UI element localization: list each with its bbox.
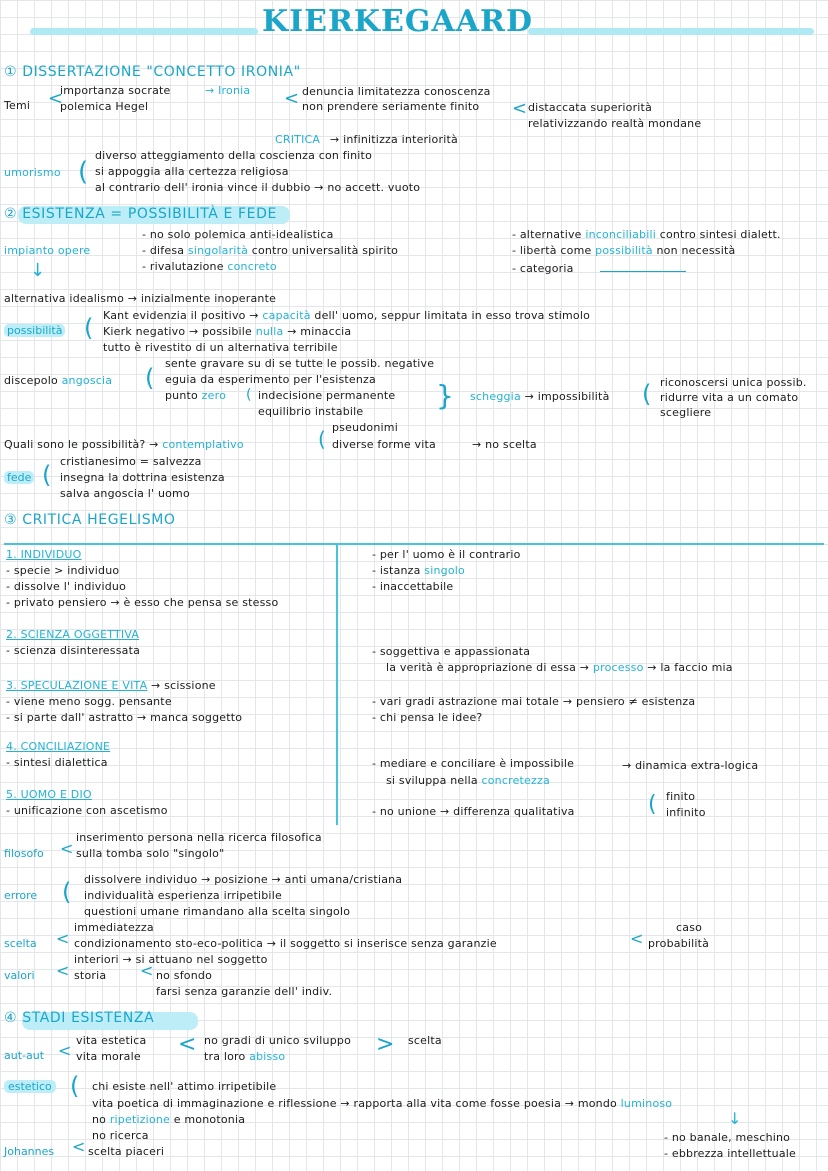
s3-h4r1b: → dinamica extra-logica [622, 759, 759, 772]
filosofo-1: inserimento persona nella ricerca filosofica [76, 831, 322, 844]
contemplativo-brace: ( [318, 427, 326, 451]
section-1-heading: ① DISSERTAZIONE "CONCETTO IRONIA" [4, 64, 301, 80]
fede-1: cristianesimo = salvezza [60, 455, 202, 468]
s3-h1: 1. INDIVIDUO [6, 548, 82, 561]
umorismo-3: al contrario dell' ironia vince il dubbio → no accett. vuoto [95, 181, 421, 194]
impianto-2 [142, 244, 398, 257]
estetico-2 [92, 1097, 672, 1110]
aut-brace: < [58, 1041, 72, 1060]
s4-scelta: scelta [408, 1034, 442, 1047]
luminoso-down-arrow: ↓ [728, 1109, 742, 1128]
estetico-2b: luminoso [620, 1097, 673, 1110]
alternative-2 [512, 244, 735, 257]
scelta-1: immediatezza [74, 921, 154, 934]
scelta-s4-brace: > [376, 1032, 395, 1057]
scheggia-b: → impossibilità [520, 390, 610, 403]
s1-line-1b: polemica Hegel [60, 100, 149, 113]
alternative-2b: possibilità [595, 244, 653, 257]
possibilita-2b: nulla [255, 325, 284, 338]
filosofo-2: sulla tomba solo "singolo" [76, 847, 225, 860]
quali-d: → no scelta [472, 438, 537, 451]
discepolo-1: sente gravare su di se tutte le possib. negative [165, 357, 435, 370]
estetico-brace: ( [70, 1072, 80, 1100]
s1-right-2b: distaccata superiorità [528, 101, 653, 114]
s1-critica: CRITICA [275, 133, 321, 146]
s3-h3b: - si parte dall' astratto → manca soggetto [6, 711, 243, 724]
finito: finito [666, 790, 696, 803]
s3-h1r3: - inaccettabile [372, 580, 454, 593]
alternative-3: - categoria [512, 262, 574, 275]
estetico-3a: no [92, 1113, 110, 1126]
umorismo-brace: ( [78, 157, 89, 187]
ric-2: ridurre vita a un comato [660, 391, 799, 404]
s3-h1b: - dissolve l' individuo [6, 580, 127, 593]
gradi-brace: < [178, 1032, 197, 1057]
pseudonimi: pseudonimi [332, 421, 398, 434]
discepolo-3b: zero [201, 389, 227, 402]
possibilita-1b: capacità [262, 309, 311, 322]
section-2-heading: ② ESISTENZA = POSSIBILITÀ E FEDE [4, 206, 277, 222]
errore-brace: ( [62, 878, 72, 906]
johannes-label: Johannes [4, 1145, 55, 1158]
impianto-3b: concreto [227, 260, 277, 273]
estetico-4: no ricerca [92, 1129, 149, 1142]
valori-1: interiori → si attuano nel soggetto [74, 953, 268, 966]
categoria-underline [600, 271, 686, 272]
s3-h3-x: → scissione [147, 679, 216, 692]
s3-h5a: - unificazione con ascetismo [6, 804, 168, 817]
impianto-3a: - rivalutazione [142, 260, 228, 273]
section-3-heading: ③ CRITICA HEGELISMO [4, 512, 176, 528]
possibilita-label: possibilità [4, 324, 65, 337]
discepolo-2: eguia da esperimento per l'esistenza [165, 373, 376, 386]
s3-h4r1: - mediare e conciliare è impossibile [372, 757, 575, 770]
discepolo-3c: indecisione permanente [258, 389, 396, 402]
s3-h3-title: 3. SPECULAZIONE E VITA [6, 679, 148, 692]
scelta-label: scelta [4, 937, 37, 950]
quali-a: Quali sono le possibilità? → [4, 438, 163, 451]
estetico-3b: ripetizione [109, 1113, 171, 1126]
s3-h1a: - specie > individuo [6, 564, 120, 577]
possibilita-2 [103, 325, 351, 338]
s3-h1r1: - per l' uomo è il contrario [372, 548, 521, 561]
quali-possibilita [4, 438, 244, 451]
umorismo-2: si appoggia alla certezza religiosa [95, 165, 289, 178]
impianto-label: impianto opere [4, 244, 91, 257]
s3-h4r2b: concretezza [481, 774, 550, 787]
alternative-1a: - alternative [512, 228, 586, 241]
possibilita-1a: Kant evidenzia il positivo → [103, 309, 263, 322]
s1-arrow-ironia: → Ironia [205, 84, 251, 97]
errore-2: individualità esperienza irripetibile [84, 889, 282, 902]
valori-2b: no sfondo [156, 969, 213, 982]
s1-right-1: denuncia limitatezza conoscenza [302, 85, 491, 98]
infinito: infinito [666, 806, 706, 819]
alternative-1 [512, 228, 781, 241]
filosofo-label: filosofo [4, 847, 44, 860]
fede-3: salva angoscia l' uomo [60, 487, 190, 500]
s3-h3a: - viene meno sogg. pensante [6, 695, 172, 708]
estetico-3c: e monotonia [170, 1113, 246, 1126]
discepolo-label-a: discepolo [4, 374, 62, 387]
possibilita-2c: → minaccia [283, 325, 352, 338]
impianto-2c: contro universalità spirito [248, 244, 399, 257]
filosofo-brace: < [60, 839, 74, 858]
storia-brace: < [140, 961, 154, 980]
temi-brace: < [48, 88, 64, 109]
gradi-1: no gradi di unico sviluppo [204, 1034, 352, 1047]
errore-1: dissolvere individuo → posizione → anti umana/cristiana [84, 873, 403, 886]
s3-h2: 2. SCIENZA OGGETTIVA [6, 628, 140, 641]
section-4-heading: ④ STADI ESISTENZA [4, 1010, 155, 1026]
fede-label: fede [4, 471, 34, 484]
gradi-2b: abisso [249, 1050, 286, 1063]
alternativa-line: alternativa idealismo → inizialmente inoperante [4, 292, 277, 305]
discepolo-3 [165, 389, 226, 402]
ric-brace: ( [642, 380, 652, 408]
s3-h1r2 [372, 564, 465, 577]
s3-h3r2: - chi pensa le idee? [372, 711, 483, 724]
section-3-vline [336, 543, 338, 825]
s3-h5r1: - no unione → differenza qualitativa [372, 805, 575, 818]
s3-h3 [6, 679, 216, 692]
scheggia [470, 390, 610, 403]
impianto-2a: - difesa [142, 244, 188, 257]
caso-brace: < [630, 929, 644, 948]
umorismo-1: diverso atteggiamento della coscienza con finito [95, 149, 372, 162]
title-highlight-left [30, 28, 258, 35]
aut-2: vita morale [76, 1050, 141, 1063]
aut-aut-label: aut-aut [4, 1049, 45, 1062]
caso: caso [676, 921, 703, 934]
s3-h4: 4. CONCILIAZIONE [6, 740, 111, 753]
s1-line-1a: importanza socrate [60, 84, 171, 97]
possibilita-1c: dell' uomo, seppur limitata in esso trova stimolo [310, 309, 591, 322]
punto-zero-brace: ( [246, 387, 252, 403]
possibilita-2a: Kierk negativo → possibile [103, 325, 256, 338]
s3-h2r2b: processo [592, 661, 644, 674]
scelta-2: condizionamento sto-eco-politica → il soggetto si inserisce senza garanzie [74, 937, 497, 950]
gradi-2 [204, 1050, 285, 1063]
section-3-hline [4, 543, 824, 545]
estetico-2a: vita poetica di immaginazione e riflessione → rapporta alla vita come fosse poesia → mondo [92, 1097, 621, 1110]
fede-2: insegna la dottrina esistenza [60, 471, 225, 484]
s3-h4a: - sintesi dialettica [6, 756, 108, 769]
scheggia-a: scheggia [470, 390, 521, 403]
s3-h3r1: - vari gradi astrazione mai totale → pensiero ≠ esistenza [372, 695, 696, 708]
finito-brace: ( [648, 792, 657, 817]
s1-brace-far: < [512, 98, 528, 119]
impianto-1: - no solo polemica anti-idealistica [142, 228, 334, 241]
s3-h2r2 [386, 661, 733, 674]
valori-label: valori [4, 969, 35, 982]
s3-h1r2b: singolo [424, 564, 465, 577]
s1-right-3: relativizzando realtà mondane [528, 117, 702, 130]
discepolo-label [4, 374, 112, 387]
possibilita-brace: ( [84, 314, 94, 342]
aut-1: vita estetica [76, 1034, 147, 1047]
estetico-label: estetico [4, 1080, 56, 1093]
s1-right-2: non prendere seriamente finito [302, 100, 480, 113]
s3-h2r1: - soggettiva e appassionata [372, 645, 531, 658]
errore-3: questioni umane rimandano alla scelta singolo [84, 905, 351, 918]
quali-c: diverse forme vita [332, 438, 436, 451]
estetico-5: scelta piaceri [88, 1145, 165, 1158]
s1-brace-right: < [284, 88, 300, 109]
alternative-2a: - libertà come [512, 244, 596, 257]
umorismo-label: umorismo [4, 166, 61, 179]
valori-3: farsi senza garanzie dell' indiv. [156, 985, 333, 998]
fede-brace: ( [42, 461, 52, 489]
page-title: KIERKEGAARD [262, 4, 533, 39]
scheggia-brace: } [436, 379, 454, 412]
ebbrezza: - ebbrezza intellettuale [664, 1147, 796, 1160]
johannes-brace: < [72, 1137, 86, 1156]
possibilita-1 [103, 309, 590, 322]
s3-h2r2a: la verità è appropriazione di essa → [386, 661, 593, 674]
ric-1: riconoscersi unica possib. [660, 376, 807, 389]
s3-h1c: - privato pensiero → è esso che pensa se stesso [6, 596, 279, 609]
gradi-2a: tra loro [204, 1050, 250, 1063]
s3-h4r2a: si sviluppa nella [386, 774, 482, 787]
valori-2: storia [74, 969, 107, 982]
estetico-3 [92, 1113, 245, 1126]
valori-brace: < [56, 961, 70, 980]
discepolo-label-b: angoscia [61, 374, 113, 387]
title-highlight-right [528, 28, 814, 35]
temi-label: Temi [4, 99, 31, 112]
alternative-1c: contro sintesi dialett. [656, 228, 781, 241]
estetico-1: chi esiste nell' attimo irripetibile [92, 1080, 277, 1093]
discepolo-4: equilibrio instabile [258, 405, 364, 418]
discepolo-brace: ( [145, 364, 155, 392]
impianto-3 [142, 260, 277, 273]
probabilita: probabilità [648, 937, 710, 950]
impianto-2b: singolarità [187, 244, 249, 257]
impianto-down-arrow: ↓ [30, 260, 46, 281]
s3-h2r2c: → la faccio mia [643, 661, 733, 674]
discepolo-3a: punto [165, 389, 202, 402]
possibilita-3: tutto è rivestito di un alternativa terribile [103, 341, 338, 354]
s3-h5: 5. UOMO E DIO [6, 788, 92, 801]
no-banale: - no banale, meschino [664, 1131, 791, 1144]
s3-h2a: - scienza disinteressata [6, 644, 141, 657]
scelta-brace: < [56, 929, 70, 948]
errore-label: errore [4, 889, 38, 902]
ric-3: scegliere [660, 406, 712, 419]
s3-h4r2 [386, 774, 550, 787]
s1-critica-right: → infinitizza interiorità [330, 133, 458, 146]
s3-h1r2a: - istanza [372, 564, 425, 577]
alternative-2c: non necessità [652, 244, 736, 257]
alternative-1b: inconciliabili [585, 228, 657, 241]
quali-b: contemplativo [162, 438, 244, 451]
